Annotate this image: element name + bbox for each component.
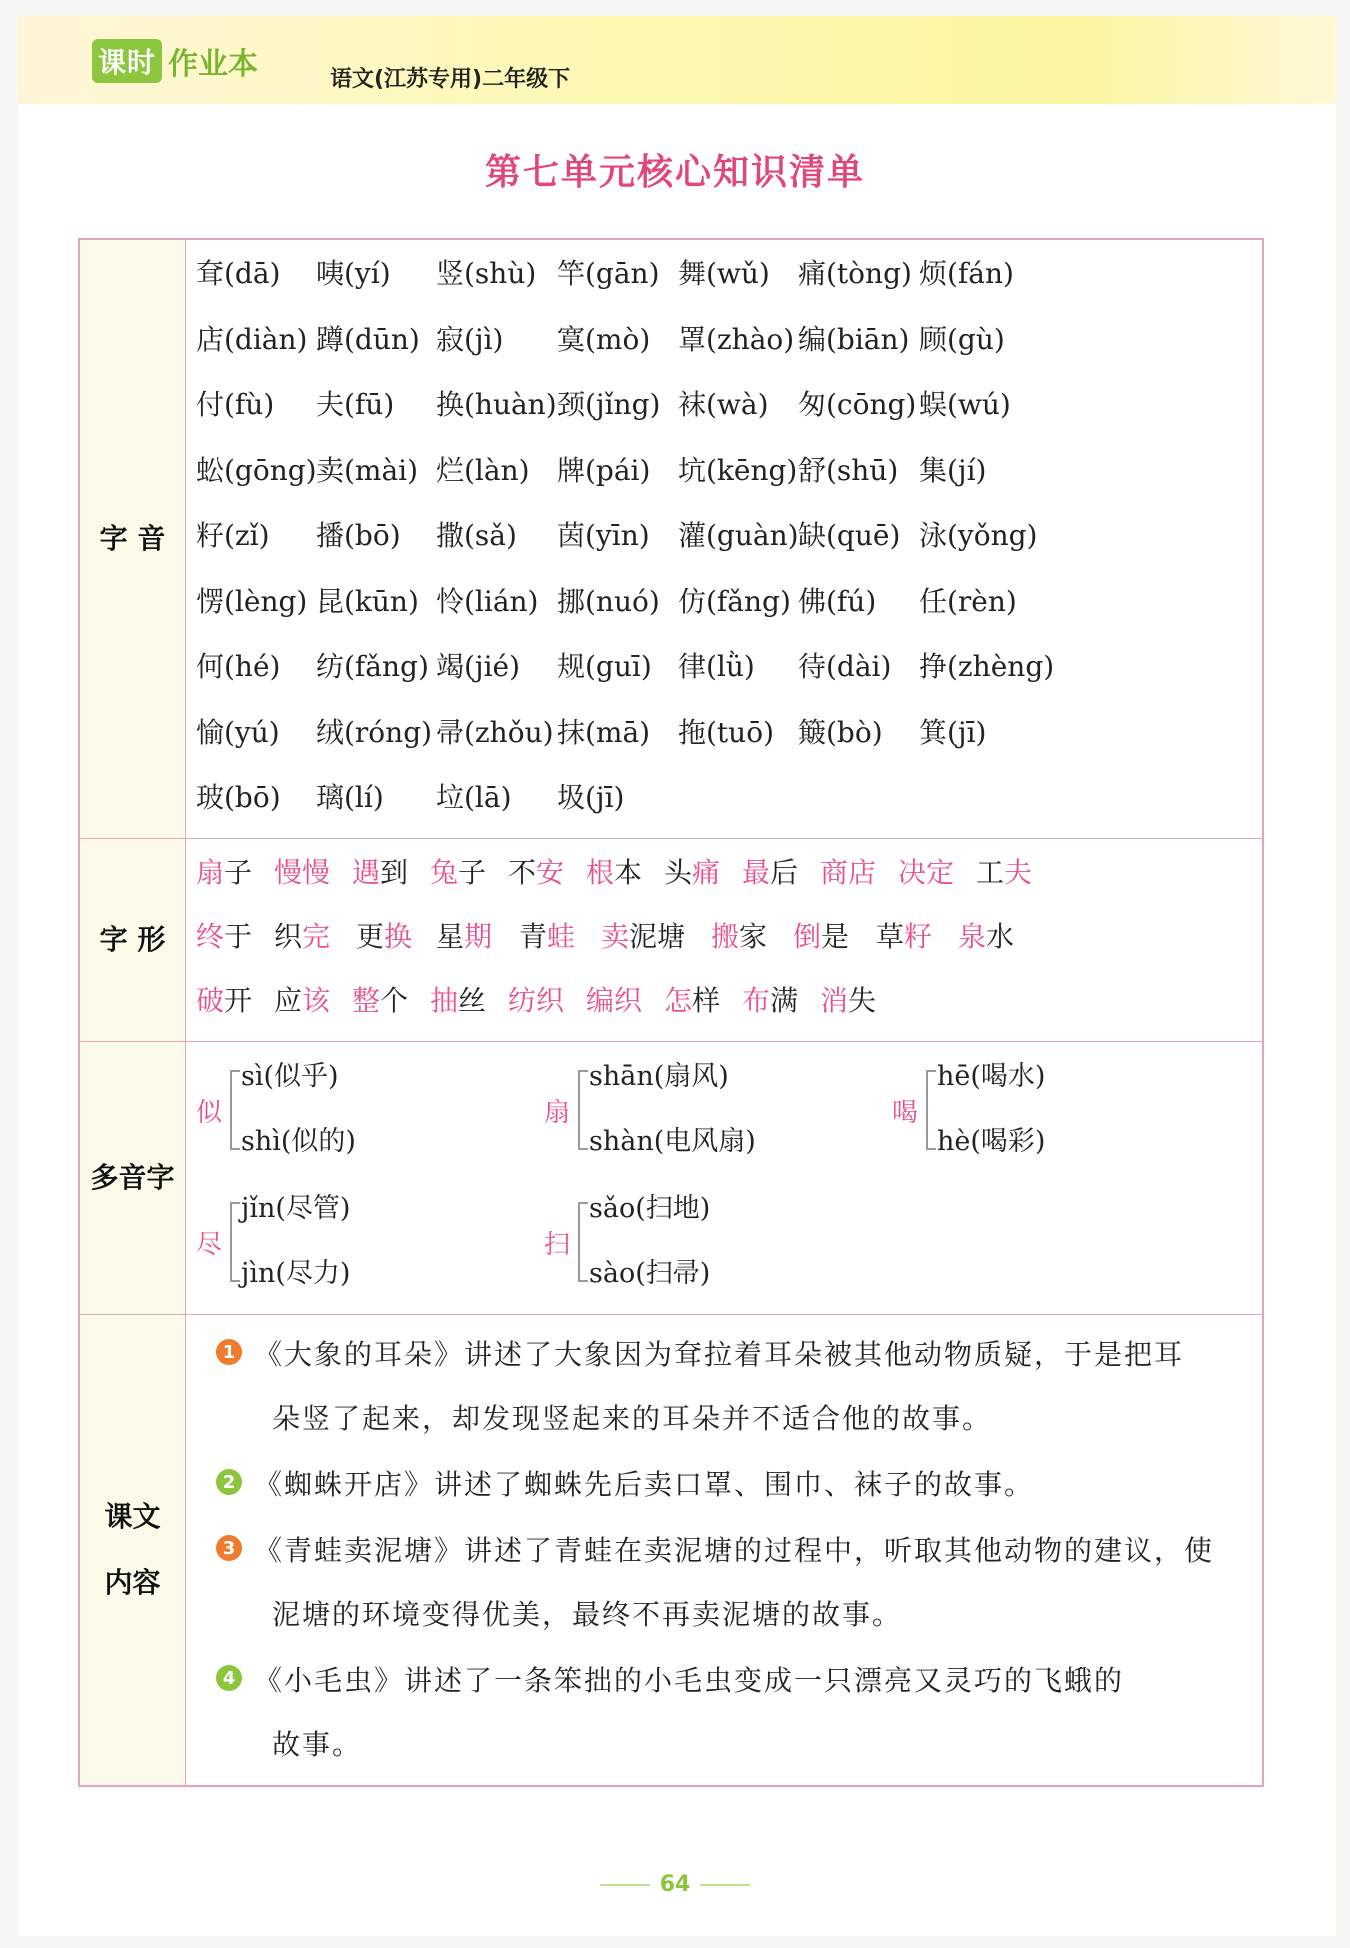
pronunciation-item: 箕(jī): [919, 715, 987, 749]
shape-word: 搬家: [711, 920, 768, 953]
shape-word: 纺织: [508, 984, 565, 1017]
pronunciation-item: 蹲(dūn): [316, 322, 420, 356]
pronunciation-item: 簸(bò): [798, 715, 883, 749]
pronunciation-item: 规(guī): [557, 650, 652, 683]
polyphones-row: [80, 1042, 1262, 1315]
pronunciation-item: 何(hé): [196, 650, 281, 683]
shape-word: 倒是: [793, 920, 850, 953]
polyphone-reading: sǎo(扫地): [589, 1193, 711, 1224]
shape-word: 布满: [742, 984, 799, 1017]
polyphone-reading: hè(喝彩): [937, 1126, 1046, 1157]
shape-word: 头痛: [664, 856, 721, 889]
pronunciation-item: 纺(fǎng): [316, 650, 429, 683]
knowledge-table: [78, 238, 1264, 1787]
shape-word: 兔子: [430, 856, 487, 889]
pronunciation-item: 痛(tòng): [798, 257, 912, 290]
polyphone-reading: shān(扇风): [589, 1061, 729, 1092]
pronunciation-item: 昆(kūn): [316, 584, 419, 618]
polyphone-bracket: [578, 1202, 588, 1282]
pronunciation-item: 坑(kēng): [678, 453, 798, 487]
shape-word: 根本: [586, 856, 643, 889]
pronunciation-item: 圾(jī): [557, 781, 625, 814]
pronunciation-item: 竖(shù): [436, 257, 537, 290]
pronunciation-item: 佛(fú): [798, 584, 877, 618]
content-line: 《小毛虫》讲述了一条笨拙的小毛虫变成一只漂亮又灵巧的飞蛾的: [254, 1664, 1125, 1697]
pronunciation-item: 撒(sǎ): [436, 519, 517, 552]
pronunciation-item: 卖(mài): [316, 453, 419, 487]
polyphone-char: 尽: [196, 1230, 223, 1260]
pronunciation-item: 寂(jì): [436, 322, 504, 356]
pronunciation-item: 匆(cōng): [798, 388, 917, 421]
shape-word: 怎样: [664, 984, 721, 1017]
content-grid: [186, 1315, 1262, 1785]
logo-box: 课时: [92, 39, 162, 83]
content-number-badge: 1: [216, 1339, 242, 1365]
pronunciation-item: 寞(mò): [557, 322, 651, 356]
shape-word: 扇子: [196, 856, 253, 889]
shape-word: 草籽: [876, 920, 933, 953]
polyphone-reading: jǐn(尽管): [241, 1193, 351, 1224]
content-line: 朵竖了起来，却发现竖起来的耳朵并不适合他的故事。: [272, 1402, 993, 1435]
polyphone-char: 扇: [544, 1098, 571, 1128]
book-subtitle: 语文(江苏专用)二年级下: [330, 67, 571, 92]
polyphone-char: 扫: [544, 1230, 571, 1260]
shape-word: 抽丝: [430, 984, 487, 1017]
page-footer: [0, 1872, 1350, 1897]
pronunciation-item: 袜(wà): [678, 388, 769, 421]
pronunciation-item: 垃(lā): [436, 781, 512, 814]
pronunciation-item: 蚣(gōng): [196, 453, 317, 487]
pronunciation-item: 愉(yú): [196, 715, 280, 749]
page-title: 第七单元核心知识清单: [484, 152, 865, 193]
pronunciation-item: 夫(fū): [316, 388, 395, 421]
pronunciation-item: 茵(yīn): [557, 519, 650, 552]
pronunciation-item: 牌(pái): [557, 453, 651, 487]
polyphone-bracket: [230, 1070, 240, 1150]
shape-word: 应该: [274, 984, 331, 1017]
shape-word: 编织: [586, 984, 643, 1017]
shape-word: 遇到: [352, 856, 409, 889]
content-label-line1: 课文: [104, 1500, 161, 1533]
pronunciation-item: 罩(zhào): [678, 322, 795, 356]
pronunciation-item: 挣(zhèng): [919, 650, 1055, 683]
shape-word: 更换: [356, 920, 413, 953]
pronunciation-item: 编(biān): [798, 322, 910, 356]
content-line: 故事。: [272, 1728, 363, 1761]
shape-word: 破开: [196, 984, 253, 1017]
pronunciation-item: 璃(lí): [316, 781, 384, 814]
pronunciation-item: 咦(yí): [316, 257, 391, 290]
pronunciation-item: 集(jí): [919, 453, 987, 487]
polyphone-bracket: [926, 1070, 936, 1150]
content-row: [80, 1315, 1262, 1785]
pronunciation-item: 店(diàn): [196, 322, 308, 356]
pronunciation-item: 仿(fǎng): [678, 584, 791, 618]
pronunciation-item: 播(bō): [316, 519, 401, 552]
shape-word: 慢慢: [274, 856, 331, 889]
pronunciation-grid: [186, 240, 1262, 838]
polyphone-reading: jìn(尽力): [241, 1258, 351, 1289]
pronunciation-item: 玻(bō): [196, 781, 281, 814]
pronunciation-item: 灌(guàn): [678, 519, 799, 552]
polyphone-reading: hē(喝水): [937, 1061, 1046, 1092]
pronunciation-item: 烦(fán): [919, 257, 1014, 290]
content-number-badge: 4: [216, 1665, 242, 1691]
content-line: 《大象的耳朵》讲述了大象因为耷拉着耳朵被其他动物质疑，于是把耳: [254, 1338, 1185, 1371]
pronunciation-item: 绒(róng): [316, 715, 433, 749]
pronunciation-item: 缺(quē): [798, 519, 901, 552]
pronunciation-item: 帚(zhǒu): [436, 715, 554, 749]
content-label-line2: 内容: [104, 1566, 161, 1599]
polyphone-reading: sào(扫帚): [589, 1258, 711, 1289]
pronunciation-item: 籽(zǐ): [196, 519, 270, 552]
pronunciation-item: 任(rèn): [919, 584, 1017, 618]
page-number: 64: [659, 1872, 691, 1897]
pronunciation-item: 换(huàn): [436, 388, 557, 421]
pronunciation-item: 待(dài): [798, 650, 892, 683]
pronunciation-label: 字 音: [80, 240, 186, 838]
shape-word: 消失: [820, 984, 877, 1017]
pronunciation-item: 愣(lèng): [196, 584, 308, 618]
polyphone-char: 喝: [892, 1098, 919, 1128]
pronunciation-item: 顾(gù): [919, 322, 1005, 356]
polyphone-reading: shàn(电风扇): [589, 1126, 756, 1157]
content-line: 《青蛙卖泥塘》讲述了青蛙在卖泥塘的过程中，听取其他动物的建议，使: [254, 1534, 1215, 1567]
content-label: [80, 1315, 186, 1785]
footer-dash-right: [700, 1884, 750, 1886]
shape-word: 决定: [898, 856, 955, 889]
polyphone-reading: shì(似的): [241, 1126, 356, 1157]
shape-word: 商店: [820, 856, 877, 889]
polyphone-char: 似: [196, 1098, 223, 1128]
polyphone-reading: sì(似乎): [241, 1061, 339, 1092]
shape-word: 青蛙: [519, 920, 576, 953]
shapes-grid: [186, 839, 1262, 1041]
polyphone-bracket: [230, 1202, 240, 1282]
pronunciation-item: 付(fù): [196, 388, 275, 421]
pronunciation-item: 泳(yǒng): [919, 519, 1038, 552]
pronunciation-item: 怜(lián): [436, 584, 539, 618]
shapes-row: [80, 839, 1262, 1042]
pronunciation-item: 挪(nuó): [557, 584, 660, 618]
shape-word: 最后: [742, 856, 799, 889]
pronunciation-item: 烂(làn): [436, 453, 530, 487]
pronunciation-item: 竿(gān): [557, 257, 660, 290]
shape-word: 织完: [274, 920, 331, 953]
pronunciation-item: 律(lǜ): [678, 650, 755, 683]
pronunciation-item: 耷(dā): [196, 257, 281, 290]
book-logo: [92, 40, 258, 82]
shape-word: 星期: [436, 920, 493, 953]
pronunciation-item: 舞(wǔ): [678, 257, 770, 290]
pronunciation-item: 拖(tuō): [678, 715, 774, 749]
pronunciation-item: 竭(jié): [436, 650, 521, 683]
shape-word: 泉水: [958, 920, 1015, 953]
content-number-badge: 3: [216, 1535, 242, 1561]
logo-text: 作业本: [168, 47, 259, 82]
content-line: 泥塘的环境变得优美，最终不再卖泥塘的故事。: [272, 1598, 903, 1631]
footer-dash-left: [600, 1884, 650, 1886]
pronunciation-row: [80, 240, 1262, 839]
shape-word: 整个: [352, 984, 409, 1017]
shape-word: 终于: [196, 920, 253, 953]
shape-word: 不安: [508, 856, 565, 889]
content-number-badge: 2: [216, 1469, 242, 1495]
shapes-label: 字 形: [80, 839, 186, 1041]
pronunciation-item: 抹(mā): [557, 715, 651, 749]
shape-word: 工夫: [976, 856, 1033, 889]
content-line: 《蜘蛛开店》讲述了蜘蛛先后卖口罩、围巾、袜子的故事。: [254, 1468, 1035, 1501]
pronunciation-item: 舒(shū): [798, 453, 899, 487]
pronunciation-item: 颈(jǐng): [557, 388, 661, 421]
polyphones-label: 多音字: [80, 1042, 186, 1314]
polyphone-bracket: [578, 1070, 588, 1150]
shape-word: 卖泥塘: [601, 920, 686, 953]
polyphones-grid: [186, 1042, 1262, 1314]
pronunciation-item: 蜈(wú): [919, 388, 1011, 421]
